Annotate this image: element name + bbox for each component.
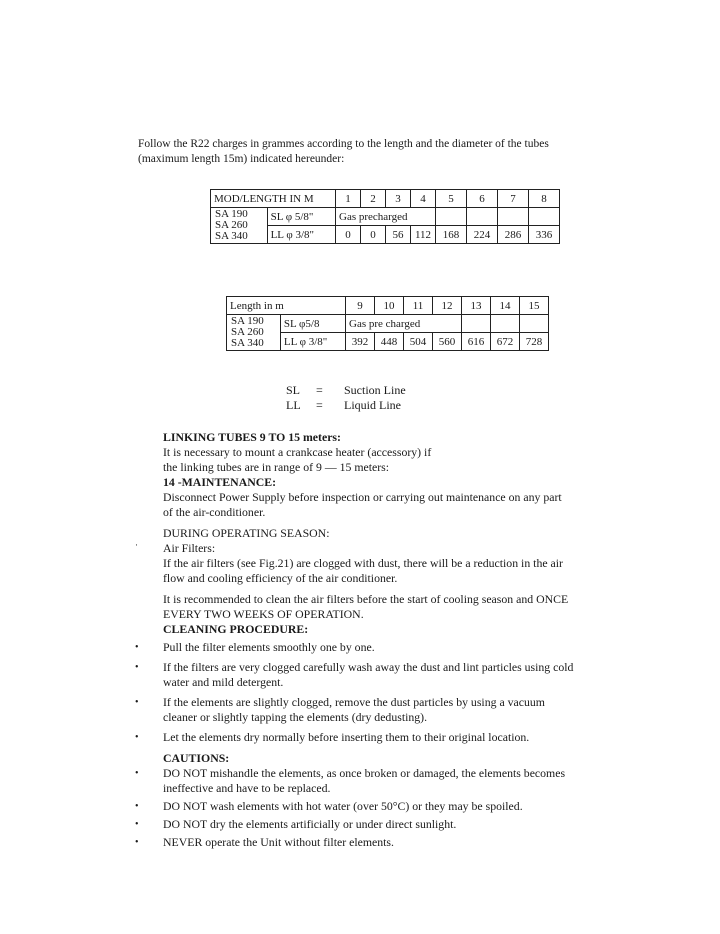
empty-cell: [520, 315, 549, 333]
sl-value: Gas precharged: [336, 208, 436, 226]
ll-value-cell: 392: [346, 333, 375, 351]
ll-value-cell: 728: [520, 333, 549, 351]
bullet-icon: •: [135, 662, 139, 673]
legend-equals: =: [316, 398, 323, 412]
list-item-line: DO NOT mishandle the elements, as once broken or damaged, the elements becomes: [163, 766, 566, 780]
bullet-icon: •: [135, 819, 139, 830]
cleaning-list-item: [135, 640, 643, 655]
cleaning-list-item: [135, 730, 643, 745]
table-header-cell: 9: [346, 297, 375, 315]
list-item-line: DO NOT wash elements with hot water (over 50°C) or they may be spoiled.: [163, 799, 523, 813]
list-item-line: NEVER operate the Unit without filter elements.: [163, 835, 394, 849]
ll-value-cell: 0: [361, 226, 386, 244]
linking-heading: LINKING TUBES 9 TO 15 meters:: [163, 430, 341, 444]
intro-line-1: Follow the R22 charges in grammes according to the length and the diameter of the tubes: [138, 138, 549, 150]
bullet-icon: •: [135, 642, 139, 653]
ll-value-cell: 560: [433, 333, 462, 351]
model-list: [227, 315, 281, 351]
caution-list-item: [135, 817, 643, 832]
empty-cell: [467, 208, 498, 226]
list-item-line: cleaner or slightly tapping the elements (dry dedusting).: [163, 710, 428, 724]
table-header-cell: 2: [361, 190, 386, 208]
ll-value-cell: 336: [529, 226, 560, 244]
empty-cell: [436, 208, 467, 226]
season-p2-line-2: EVERY TWO WEEKS OF OPERATION.: [163, 607, 364, 621]
intro-paragraph: [138, 137, 648, 167]
season-p1-line-1: If the air filters (see Fig.21) are clogged with dust, there will be a reduction in the air: [163, 556, 563, 570]
table-header-cell: 4: [411, 190, 436, 208]
bullet-icon: •: [135, 837, 139, 848]
maintenance-line-1: Disconnect Power Supply before inspection or carrying out maintenance on any part: [163, 490, 562, 504]
list-item-line: ineffective and have to be replaced.: [163, 781, 331, 795]
table-row-sl: [227, 315, 549, 333]
table-header-row: [227, 297, 549, 315]
table-header-cell: 12: [433, 297, 462, 315]
legend-meaning: Suction Line: [344, 383, 406, 397]
table-header-cell: 11: [404, 297, 433, 315]
table-header-row: [211, 190, 560, 208]
abbreviation-legend: [286, 383, 406, 413]
ll-value-cell: 616: [462, 333, 491, 351]
table-row-sl: [211, 208, 560, 226]
table-header-cell: 8: [529, 190, 560, 208]
table-header-cell: 6: [467, 190, 498, 208]
sl-value: Gas pre charged: [346, 315, 462, 333]
season-heading: DURING OPERATING SEASON:: [163, 526, 330, 540]
legend-equals: =: [316, 383, 323, 397]
legend-meaning: Liquid Line: [344, 398, 401, 412]
stray-mark: ·: [135, 540, 138, 550]
list-item-line: water and mild detergent.: [163, 675, 284, 689]
ll-value-cell: 224: [467, 226, 498, 244]
ll-value-cell: 286: [498, 226, 529, 244]
charge-table-9-to-15m: [226, 296, 549, 351]
model-name: SA 190: [215, 208, 248, 220]
intro-line-2: (maximum length 15m) indicated hereunder:: [138, 153, 345, 165]
ll-value-cell: 0: [336, 226, 361, 244]
model-name: SA 260: [215, 219, 248, 231]
ll-value-cell: 504: [404, 333, 433, 351]
cleaning-list-item: [135, 695, 643, 725]
ll-value-cell: 112: [411, 226, 436, 244]
linking-line-2: the linking tubes are in range of 9 — 15 meters:: [163, 460, 390, 474]
empty-cell: [491, 315, 520, 333]
ll-label: LL φ 3/8": [280, 333, 345, 351]
table-header-cell: 7: [498, 190, 529, 208]
season-subheading: Air Filters:: [163, 541, 216, 555]
ll-value-cell: 168: [436, 226, 467, 244]
table-header-cell: 3: [386, 190, 411, 208]
maintenance-line-2: of the air-conditioner.: [163, 505, 266, 519]
cautions-heading: CAUTIONS:: [163, 751, 230, 765]
cleaning-list-item: [135, 660, 643, 690]
list-item-line: If the filters are very clogged carefully wash away the dust and lint particles using cold: [163, 660, 574, 674]
table-header-cell: 13: [462, 297, 491, 315]
model-name: SA 260: [231, 326, 264, 338]
ll-value-cell: 448: [375, 333, 404, 351]
table-header-cell: 10: [375, 297, 404, 315]
table-header-cell: 15: [520, 297, 549, 315]
table-header-cell: 5: [436, 190, 467, 208]
bullet-icon: •: [135, 801, 139, 812]
ll-value-cell: 672: [491, 333, 520, 351]
table-header-cell: 14: [491, 297, 520, 315]
empty-cell: [529, 208, 560, 226]
bullet-icon: •: [135, 732, 139, 743]
season-p2-line-1: It is recommended to clean the air filters before the start of cooling season and ONCE: [163, 592, 569, 606]
season-p1-line-2: flow and cooling efficiency of the air conditioner.: [163, 571, 398, 585]
list-item-line: Pull the filter elements smoothly one by one.: [163, 640, 375, 654]
model-list: [211, 208, 268, 244]
maintenance-section: [135, 430, 643, 850]
ll-label: LL φ 3/8": [267, 226, 335, 244]
bullet-icon: •: [135, 768, 139, 779]
empty-cell: [462, 315, 491, 333]
list-item-line: If the elements are slightly clogged, remove the dust particles by using a vacuum: [163, 695, 545, 709]
list-item-line: Let the elements dry normally before inserting them to their original location.: [163, 730, 530, 744]
table-header-cell: 1: [336, 190, 361, 208]
cleaning-heading: CLEANING PROCEDURE:: [163, 622, 309, 636]
model-name: SA 190: [231, 315, 264, 327]
list-item-line: DO NOT dry the elements artificially or under direct sunlight.: [163, 817, 457, 831]
maintenance-heading: 14 -MAINTENANCE:: [163, 475, 277, 489]
legend-row: [286, 398, 406, 413]
linking-line-1: It is necessary to mount a crankcase heater (accessory) if: [163, 445, 432, 459]
model-name: SA 340: [231, 337, 264, 349]
caution-list-item: [135, 766, 643, 796]
legend-abbr: LL: [286, 398, 301, 412]
legend-row: [286, 383, 406, 398]
charge-table-1-to-8m: [210, 189, 560, 244]
sl-label: SL φ5/8: [280, 315, 345, 333]
caution-list-item: [135, 835, 643, 850]
sl-label: SL φ 5/8": [267, 208, 335, 226]
empty-cell: [498, 208, 529, 226]
legend-abbr: SL: [286, 383, 301, 397]
caution-list-item: [135, 799, 643, 814]
bullet-icon: •: [135, 697, 139, 708]
ll-value-cell: 56: [386, 226, 411, 244]
model-name: SA 340: [215, 230, 248, 242]
table-header-cell: MOD/LENGTH IN M: [211, 190, 336, 208]
table-header-cell: Length in m: [227, 297, 346, 315]
